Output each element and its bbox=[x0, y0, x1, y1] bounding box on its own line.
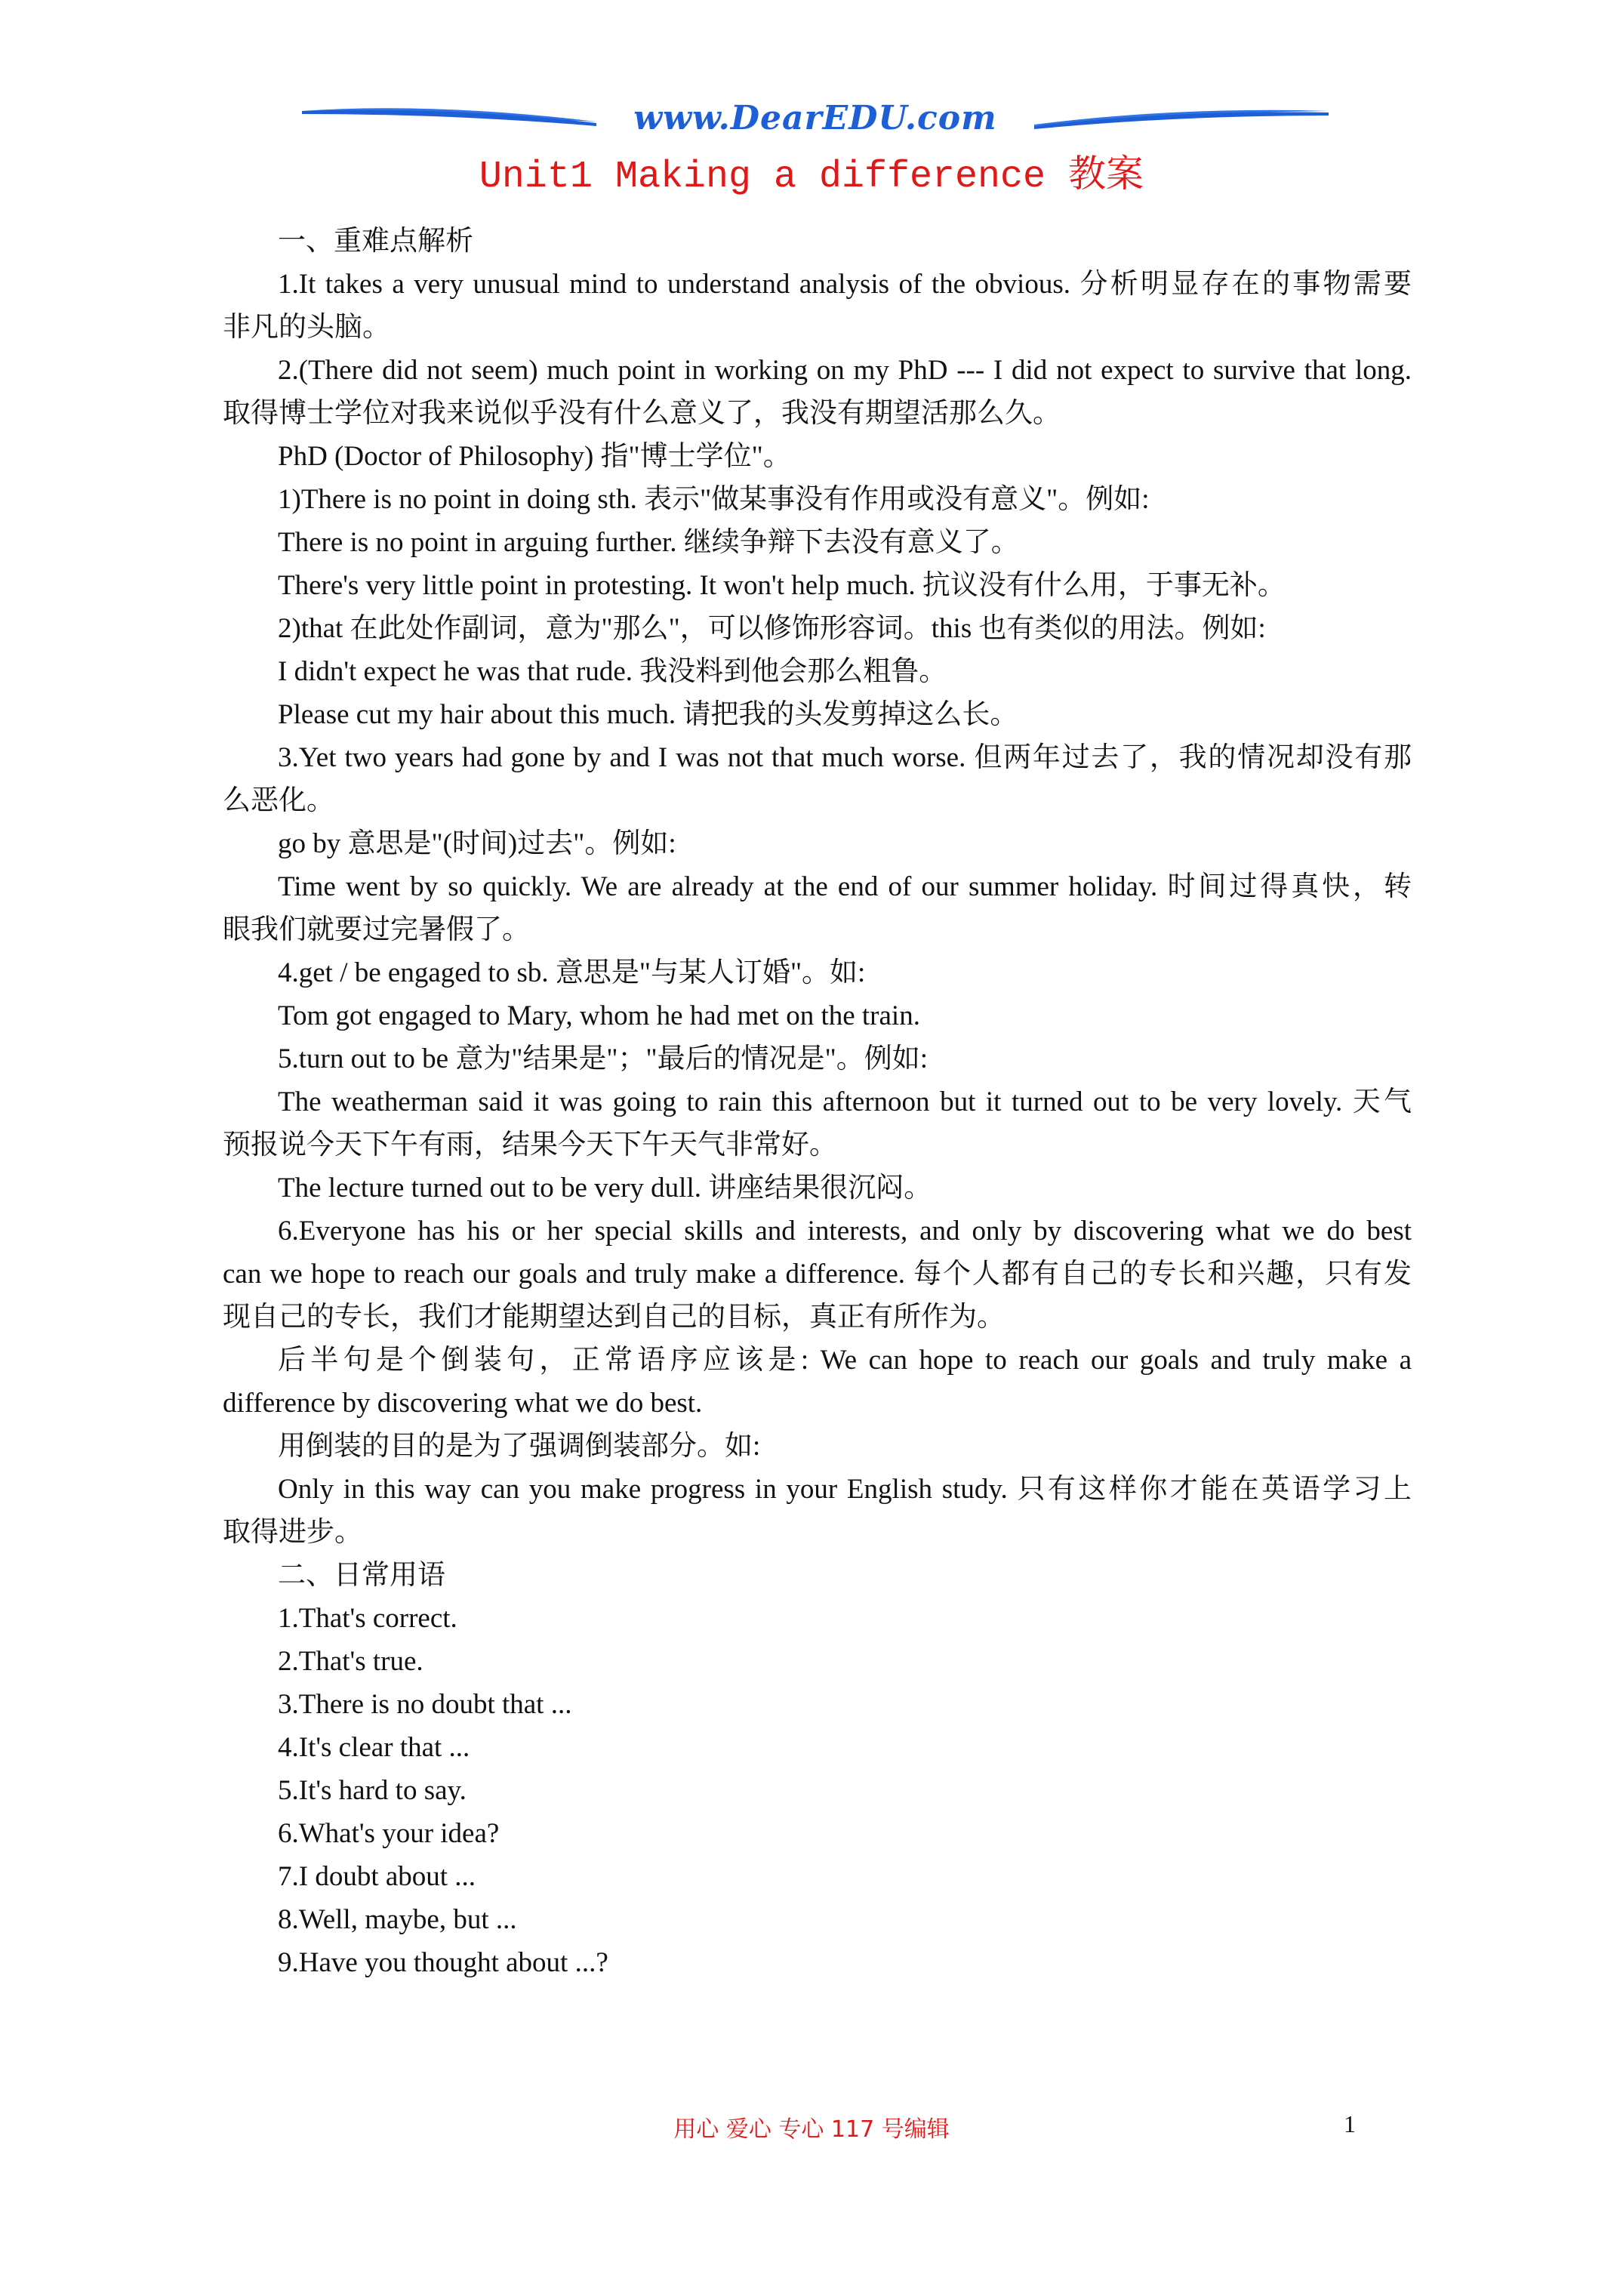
text-line: 4.get / be engaged to sb. 意思是"与某人订婚"。如: bbox=[278, 957, 866, 988]
text-line: 用倒装的目的是为了强调倒装部分。如: bbox=[278, 1431, 761, 1462]
document-body bbox=[223, 220, 1412, 1984]
section-heading: 一、重难点解析 bbox=[278, 226, 473, 257]
site-logo-text: www.DearEDU.com bbox=[633, 99, 997, 137]
text-line: 6.Everyone has his or her special skills and interests, and only by discovering what we do best bbox=[278, 1216, 1412, 1247]
list-item: 4.It's clear that ... bbox=[278, 1732, 470, 1763]
text-line: The weatherman said it was going to rain this afternoon but it turned out to be very lovely. 天气 bbox=[278, 1086, 1412, 1117]
text-line: 5.turn out to be 意为"结果是"；"最后的情况是"。例如: bbox=[278, 1043, 929, 1074]
site-banner bbox=[302, 94, 1329, 147]
footer-text: 用心 爱心 专心 117 号编辑 bbox=[673, 2116, 950, 2143]
text-line: 3.Yet two years had gone by and I was not that much worse. 但两年过去了，我的情况却没有那 bbox=[278, 742, 1412, 773]
document-title: Unit1 Making a difference 教案 bbox=[479, 156, 1144, 199]
text-line: difference by discovering what we do best. bbox=[223, 1388, 703, 1419]
text-line: There is no point in arguing further. 继续争辩下去没有意义了。 bbox=[278, 527, 1019, 558]
text-line: Tom got engaged to Mary, whom he had met on the train. bbox=[278, 1000, 920, 1031]
text-line: 1)There is no point in doing sth. 表示"做某事没有作用或没有意义"。例如: bbox=[278, 484, 1150, 515]
text-line: There's very little point in protesting. It won't help much. 抗议没有什么用，于事无补。 bbox=[278, 570, 1286, 601]
list-item: 6.What's your idea? bbox=[278, 1818, 500, 1849]
text-line: can we hope to reach our goals and truly make a difference. 每个人都有自己的专长和兴趣，只有发 bbox=[223, 1259, 1412, 1290]
text-line: 后半句是个倒装句，正常语序应该是: We can hope to reach our goals and truly make a bbox=[278, 1345, 1412, 1376]
text-line: 非凡的头脑。 bbox=[223, 312, 390, 343]
text-line: 取得进步。 bbox=[223, 1517, 362, 1548]
text-line: 2)that 在此处作副词，意为"那么"，可以修饰形容词。this 也有类似的用法。例如: bbox=[278, 613, 1266, 644]
text-line: Time went by so quickly. We are already at the end of our summer holiday. 时间过得真快，转 bbox=[278, 871, 1412, 902]
text-line: The lecture turned out to be very dull. 讲座结果很沉闷。 bbox=[278, 1173, 932, 1203]
text-line: 1.It takes a very unusual mind to understand analysis of the obvious. 分析明显存在的事物需要 bbox=[278, 269, 1412, 300]
text-line: 么恶化。 bbox=[223, 785, 334, 816]
list-item: 1.That's correct. bbox=[278, 1603, 457, 1634]
page-number: 1 bbox=[1344, 2110, 1356, 2137]
section-heading: 二、日常用语 bbox=[278, 1560, 445, 1591]
text-line: PhD (Doctor of Philosophy) 指"博士学位"。 bbox=[278, 441, 791, 472]
text-line: I didn't expect he was that rude. 我没料到他会那么粗鲁。 bbox=[278, 656, 947, 687]
text-line: 现自己的专长，我们才能期望达到自己的目标，真正有所作为。 bbox=[223, 1302, 1005, 1333]
text-line: Please cut my hair about this much. 请把我的头发剪掉这么长。 bbox=[278, 699, 1018, 730]
list-item: 7.I doubt about ... bbox=[278, 1861, 476, 1892]
text-line: 2.(There did not seem) much point in working on my PhD --- I did not expect to survive that long. bbox=[278, 355, 1412, 386]
list-item: 5.It's hard to say. bbox=[278, 1775, 467, 1806]
text-line: 预报说今天下午有雨，结果今天下午天气非常好。 bbox=[223, 1130, 837, 1160]
text-line: 取得博士学位对我来说似乎没有什么意义了，我没有期望活那么久。 bbox=[223, 398, 1061, 429]
list-item: 8.Well, maybe, but ... bbox=[278, 1904, 517, 1935]
list-item: 2.That's true. bbox=[278, 1646, 423, 1677]
text-line: go by 意思是"(时间)过去"。例如: bbox=[278, 828, 676, 859]
text-line: Only in this way can you make progress in your English study. 只有这样你才能在英语学习上 bbox=[278, 1474, 1412, 1505]
list-item: 9.Have you thought about ...? bbox=[278, 1947, 608, 1978]
list-item: 3.There is no doubt that ... bbox=[278, 1689, 572, 1720]
text-line: 眼我们就要过完暑假了。 bbox=[223, 914, 530, 945]
